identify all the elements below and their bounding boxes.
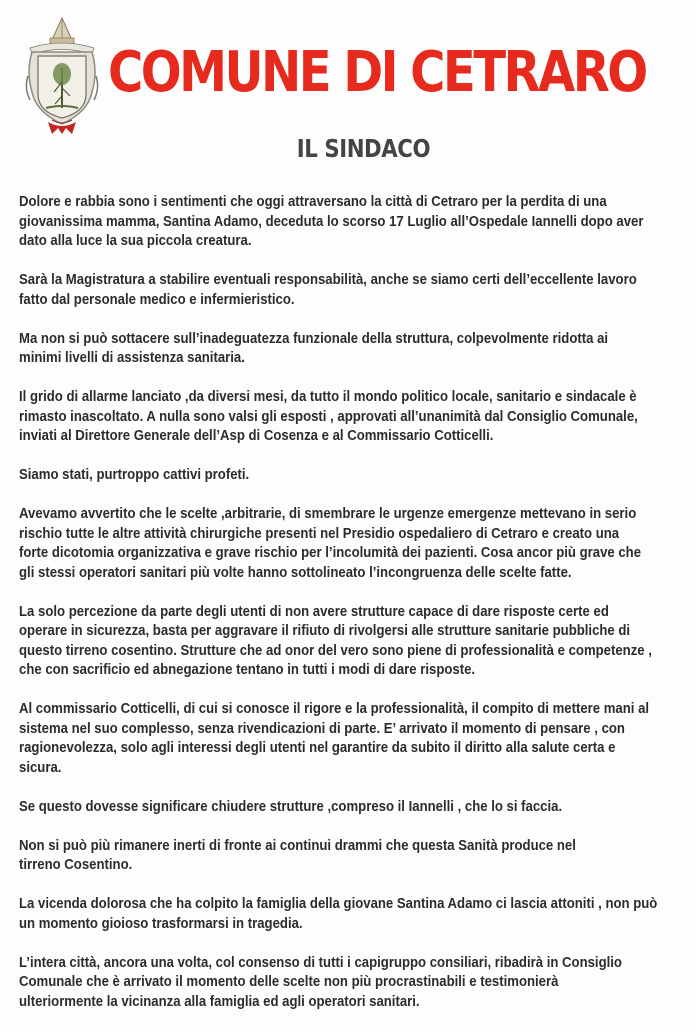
letter-body: [19, 193, 681, 1032]
text-line: La vicenda dolorosa che ha colpito la famiglia della giovane Santina Adamo ci lascia attoniti , non può: [19, 896, 658, 912]
text-line: minimi livelli di assistenza sanitaria.: [19, 350, 245, 366]
paragraph: [19, 466, 681, 486]
text-line: Comunale che è arrivato il momento delle scelte non più procrastinabili e testimonierà: [19, 974, 559, 990]
text-line: questo tirreno cosentino. Strutture che ad onor del vero sono piene di professionalità e competenze ,: [19, 642, 652, 659]
text-line: operare in sicurezza, basta per aggravare il rifiuto di rivolgersi alle strutture sanitarie pubbliche di: [19, 623, 631, 639]
paragraph: [19, 271, 681, 310]
coat-of-arms-icon: [22, 12, 102, 136]
text-line: giovanissima mamma, Santina Adamo, deceduta lo scorso 17 Luglio all’Ospedale Iannelli dopo aver: [19, 213, 644, 230]
text-line: che con sacrificio ed abnegazione tentano in tutti i modi di dare risposte.: [19, 662, 476, 678]
text-line: Non si può più rimanere inerti di fronte ai continui drammi che questa Sanità produce nel: [19, 837, 576, 854]
paragraph: [19, 388, 681, 447]
text-line: tirreno Cosentino.: [19, 857, 133, 873]
text-line: Se questo dovesse significare chiudere strutture ,compreso il Iannelli , che lo si faccia.: [19, 798, 563, 815]
text-line: sicura.: [19, 759, 62, 776]
page-subtitle: [0, 134, 696, 163]
page-title: COMUNE DI CETRARO: [108, 40, 646, 105]
paragraph: [19, 505, 681, 583]
text-line: Il grido di allarme lanciato ,da diversi mesi, da tutto il mondo politico locale, sanitario e sindacale è: [19, 389, 637, 405]
text-line: Avevamo avvertito che le scelte ,arbitrarie, di smembrare le urgenze emergenze mettevano in serio: [19, 506, 637, 522]
text-line: forte dicotomia organizzativa e grave rischio per l’incolumità dei pazienti. Cosa ancor più grave che: [19, 545, 642, 561]
text-line: Siamo stati, purtroppo cattivi profeti.: [19, 467, 250, 483]
paragraph: [19, 895, 681, 934]
text-line: La solo percezione da parte degli utenti di non avere strutture capace di dare risposte certe ed: [19, 603, 609, 620]
text-line: Dolore e rabbia sono i sentimenti che oggi attraversano la città di Cetraro per la perdita di una: [19, 194, 607, 210]
text-line: rischio tutte le altre attività chirurgiche presenti nel Presidio ospedaliero di Cetraro e creato una: [19, 525, 620, 542]
paragraph: [19, 603, 681, 681]
text-line: gli stessi operatori sanitari più volte hanno sottolineato l’incongruenza delle scelte fatte.: [19, 564, 572, 581]
paragraph: [19, 700, 681, 778]
text-line: Ma non si può sottacere sull’inadeguatezza funzionale della struttura, colpevolmente ridotta ai: [19, 330, 609, 347]
text-line: fatto dal personale medico e infermieristico.: [19, 291, 295, 308]
subtitle-text: IL SINDACO: [296, 134, 430, 163]
paragraph: [19, 954, 681, 1013]
paragraph: [19, 330, 681, 369]
text-line: dato alla luce la sua piccola creatura.: [19, 233, 252, 249]
paragraph: [19, 193, 681, 252]
text-line: Al commissario Cotticelli, di cui si conosce il rigore e la professionalità, il compito di mettere mani al: [19, 701, 650, 717]
text-line: ragionevolezza, solo agli interessi degli utenti nel garantire da subito il diritto alla salute certa e: [19, 740, 616, 756]
text-line: Sarà la Magistratura a stabilire eventuali responsabilità, anche se siamo certi dell’eccellente lavoro: [19, 272, 637, 288]
text-line: un momento gioioso trasformarsi in tragedia.: [19, 915, 303, 932]
paragraph: [19, 798, 681, 818]
text-line: L’intera città, ancora una volta, col consenso di tutti i capigruppo consiliari, ribadirà in Consiglio: [19, 954, 622, 971]
text-line: rimasto inascoltato. A nulla sono valsi gli esposti , approvati all’unanimità dal Consiglio Comunale,: [19, 408, 638, 425]
text-line: inviati al Direttore Generale dell’Asp di Cosenza e al Commissario Cotticelli.: [19, 428, 494, 444]
text-line: ulteriormente la vicinanza alla famiglia ed agli operatori sanitari.: [19, 993, 420, 1010]
paragraph: [19, 837, 681, 876]
text-line: sistema nel suo complesso, senza rivendicazioni di parte. E’ arrivato il momento di pensare , con: [19, 720, 625, 737]
